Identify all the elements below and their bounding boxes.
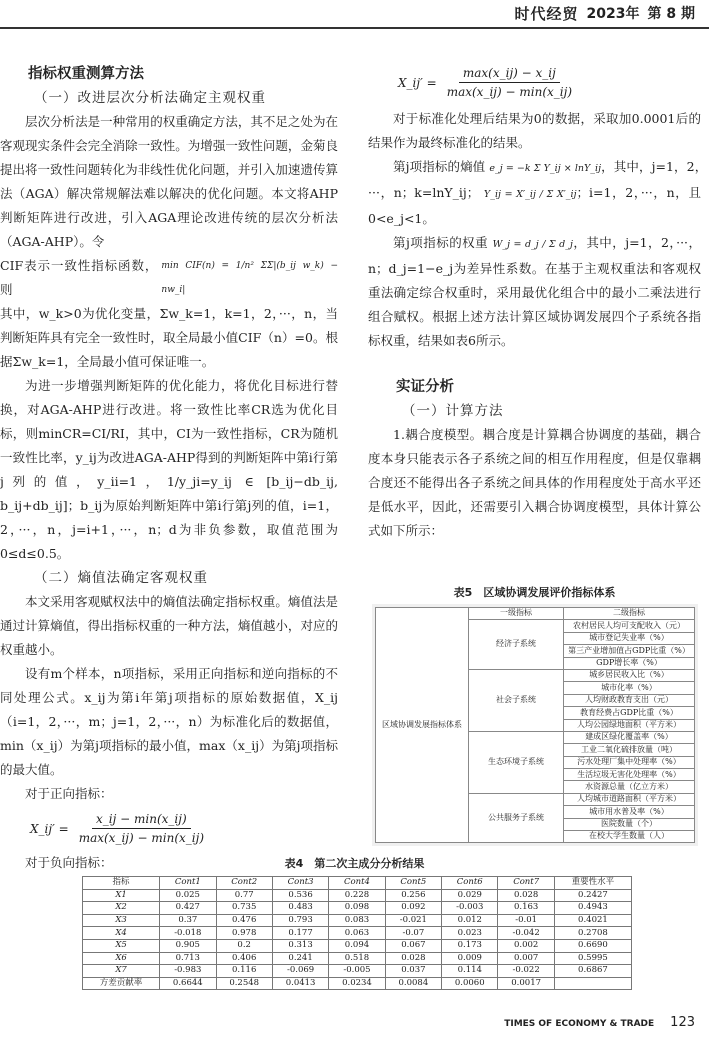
table4-cell: 0.735 xyxy=(216,902,272,915)
table4-cell: -0.069 xyxy=(272,965,328,978)
table4-cell: 0.083 xyxy=(329,914,385,927)
table4-cell: 0.536 xyxy=(272,889,328,902)
table5-header-level1: 一级指标 xyxy=(469,608,564,620)
table4-cell: -0.021 xyxy=(385,914,441,927)
table4-cell: 0.173 xyxy=(442,939,498,952)
cif-line xyxy=(0,254,338,302)
spacer xyxy=(368,353,701,375)
subsection-method: （一）计算方法 xyxy=(402,403,504,419)
paragraph-entropy-intro: 本文采用客观赋权法中的熵值法确定指标权重。熵值法是通过计算熵值，得出指标权重的一种方法，熵值越小，对应的权重越小。 xyxy=(0,594,338,657)
table5-group-cell: 社会子系统 xyxy=(469,669,564,731)
table4-cell: 0.483 xyxy=(272,902,328,915)
table4-header-cell: Cont5 xyxy=(385,877,441,890)
table4-cell: 0.114 xyxy=(442,965,498,978)
formula-negative-denominator: max(x_ij) − min(x_ij) xyxy=(446,85,573,99)
table4-cell: -0.042 xyxy=(498,927,554,940)
table4-header-cell: 指标 xyxy=(83,877,160,890)
table5-item-cell: 农村居民人均可支配收入（元） xyxy=(564,620,695,632)
entropy-formula-y: Y_ij = X′_ij / Σ X′_ij xyxy=(483,189,577,200)
table5-item-cell: 城市化率（%） xyxy=(564,682,695,694)
table4-cell: 0.163 xyxy=(498,902,554,915)
table4-cell: 0.0017 xyxy=(498,977,554,990)
table4-cell: 0.77 xyxy=(216,889,272,902)
table4-row xyxy=(83,914,632,927)
table5-item-cell: 建成区绿化覆盖率（%） xyxy=(564,731,695,743)
table4-row xyxy=(83,965,632,978)
table4-cell: -0.005 xyxy=(329,965,385,978)
table4-cell: -0.983 xyxy=(160,965,216,978)
table4-row xyxy=(83,927,632,940)
right-column xyxy=(368,62,701,543)
table5-caption: 表5 区域协调发展评价指标体系 xyxy=(453,586,616,599)
table4-caption: 表4 第二次主成分分析结果 xyxy=(284,857,425,870)
table4-cell: 0.023 xyxy=(442,927,498,940)
table4-cell: X2 xyxy=(83,902,160,915)
paragraph-cif-conditions: 其中，w_k>0为优化变量，Σw_k=1，k=1，2，···，n，当判断矩阵具有完全一致性时，取全局最小值CIF（n）=0。根据Σw_k=1，全局最小值可保证唯一。 xyxy=(0,306,338,369)
table4-cell: 0.092 xyxy=(385,902,441,915)
formula-positive-numerator: x_ij − min(x_ij) xyxy=(92,810,191,829)
table5-item-cell: 人均公园绿地面积（平方米） xyxy=(564,719,695,731)
table4-cell: -0.01 xyxy=(498,914,554,927)
entropy-text-a: 第j项指标的熵值 xyxy=(393,159,486,174)
table5-root-cell: 区域协调发展指标体系 xyxy=(376,608,469,843)
table4-cell: 0.012 xyxy=(442,914,498,927)
table4-cell: 0.37 xyxy=(160,914,216,927)
table4-header-cell: Cont3 xyxy=(272,877,328,890)
table4-frame xyxy=(82,876,632,990)
entropy-text-b: ，其中，j=1，2，···，n；k=lnY_ij； xyxy=(368,159,701,200)
journal-name: TIMES OF ECONOMY & TRADE xyxy=(504,1019,655,1029)
table4-cell: 0.256 xyxy=(385,889,441,902)
table5-group-cell: 生态环境子系统 xyxy=(469,731,564,793)
table4-cell: 0.228 xyxy=(329,889,385,902)
table5 xyxy=(375,607,695,843)
header-rule xyxy=(0,27,709,29)
formula-positive-fraction xyxy=(75,810,208,847)
table4-cell: -0.003 xyxy=(442,902,498,915)
label-positive-indicator: 对于正向指标： xyxy=(25,786,113,801)
table4-cell: X6 xyxy=(83,952,160,965)
table4-cell: 0.002 xyxy=(498,939,554,952)
table4-cell: X1 xyxy=(83,889,160,902)
table4-cell: X7 xyxy=(83,965,160,978)
page-footer xyxy=(504,1015,695,1030)
cif-text: CIF表示一致性指标函数，则 xyxy=(0,258,158,297)
entropy-text-c: ；i=1，2，···，n，且0<e_j<1。 xyxy=(368,185,701,226)
table4-cell: 0.5995 xyxy=(554,952,631,965)
table4-cell: X5 xyxy=(83,939,160,952)
table4-cell: 0.978 xyxy=(216,927,272,940)
paragraph-coupling: 1.耦合度模型。耦合度是计算耦合协调度的基础，耦合度本身只能表示各子系统之间的相互作用程度，但是仅靠耦合度还不能得出各子系统之间具体的作用程度处于高水平还是低水平，因此，还需要引入耦合协调度模型，具体计算公式如下所示： xyxy=(368,427,701,538)
table5-frame xyxy=(372,604,698,846)
paragraph-standardization: 设有m个样本，n项指标，采用正向指标和逆向指标的不同处理公式。x_ij为第i年第j项指标的原始数据值，X_ij（i=1，2，···，m；j=1，2，···，n）为标准化后的数据值，min（x_ij）为第j项指标的最小值，max（x_ij）为第j项指标的最大值。 xyxy=(0,666,338,777)
table4-cell: -0.018 xyxy=(160,927,216,940)
table4-cell: -0.07 xyxy=(385,927,441,940)
table4-cell: 0.6867 xyxy=(554,965,631,978)
table4-cell: 0.0084 xyxy=(385,977,441,990)
magazine-name: 时代经贸 xyxy=(514,4,579,23)
table4-cell: 0.116 xyxy=(216,965,272,978)
table5-item-cell: 水资源总量（亿立方米） xyxy=(564,781,695,793)
table5-item-cell: 教育经费占GDP比重（%） xyxy=(564,707,695,719)
weight-formula: W_j = d_j / Σ d_j xyxy=(492,239,573,250)
table5-item-cell: 污水处理厂集中处理率（%） xyxy=(564,756,695,768)
paragraph-ahp-intro: 层次分析法是一种常用的权重确定方法，其不足之处为在客观现实条件会完全消除一致性。为增强一致性问题，金菊良提出将一致性问题转化为非线性优化问题，并引入加速遗传算法（AGA）解决常规解法难以解决的优化问题。本文将AHP判断矩阵进行改进，引入AGA理论改进传统的层次分析法（AGA-AHP）。令 xyxy=(0,114,338,249)
table4-cell: 0.2548 xyxy=(216,977,272,990)
table4-header-cell: Cont1 xyxy=(160,877,216,890)
table4-cell: 0.037 xyxy=(385,965,441,978)
cif-formula: min CIF(n) = 1/n² ΣΣ|(b_ij w_k) − nw_i| xyxy=(161,261,338,295)
table5-item-cell: 城市登记失业率（%） xyxy=(564,632,695,644)
table4-cell: 0.713 xyxy=(160,952,216,965)
table4-cell: 0.4943 xyxy=(554,902,631,915)
table5-item-cell: 在校大学生数量（人） xyxy=(564,831,695,843)
paragraph-zero-adjust: 对于标准化处理后结果为0的数据，采取加0.0001后的结果作为最终标准化的结果。 xyxy=(368,111,701,150)
table4-header-cell: Cont4 xyxy=(329,877,385,890)
table4-cell: -0.022 xyxy=(498,965,554,978)
section-title-weights: 指标权重测算方法 xyxy=(28,66,144,82)
table4-cell: 0.028 xyxy=(498,889,554,902)
table4-row xyxy=(83,977,632,990)
table4-cell: 0.6644 xyxy=(160,977,216,990)
table5-item-cell: 人均城市道路面积（平方米） xyxy=(564,793,695,805)
table4-cell: 0.0060 xyxy=(442,977,498,990)
table4-cell: 0.007 xyxy=(498,952,554,965)
table4-cell: 0.2 xyxy=(216,939,272,952)
label-negative-indicator: 对于负向指标： xyxy=(25,855,113,870)
table4-cell: 0.905 xyxy=(160,939,216,952)
page-header xyxy=(515,0,695,26)
table4-cell: 0.2708 xyxy=(554,927,631,940)
table4-cell: 方差贡献率 xyxy=(83,977,160,990)
table5-item-cell: 生活垃圾无害化处理率（%） xyxy=(564,769,695,781)
table4-cell: 0.476 xyxy=(216,914,272,927)
table5-group-cell: 公共服务子系统 xyxy=(469,793,564,843)
table4-header-cell: Cont2 xyxy=(216,877,272,890)
table4-cell: 0.063 xyxy=(329,927,385,940)
table4-header-cell: 重要性水平 xyxy=(554,877,631,890)
weight-text-b: ，其中，j=1，2，···，n；d_j=1−e_j为差异性系数。在基于主观权重法和客观权重法确定综合权重时，采用最优化组合中的最小二乘法进行组合赋权。根据上述方法计算区域协调发展四个子系统各指标权重，结果如表6所示。 xyxy=(368,235,701,348)
table4-cell: 0.094 xyxy=(329,939,385,952)
table4-row xyxy=(83,952,632,965)
formula-negative-numerator: max(x_ij) − x_ij xyxy=(459,64,560,83)
table5-header-row xyxy=(376,608,695,620)
formula-positive-denominator: max(x_ij) − min(x_ij) xyxy=(78,831,205,845)
subsection-entropy: （二）熵值法确定客观权重 xyxy=(34,570,208,586)
table5-item-cell: 医院数量（个） xyxy=(564,818,695,830)
formula-negative-lhs: X_ij′ = xyxy=(398,75,437,90)
table5-group-cell: 经济子系统 xyxy=(469,620,564,670)
table4-cell: 0.0413 xyxy=(272,977,328,990)
table4-cell: 0.518 xyxy=(329,952,385,965)
table4-cell: 0.098 xyxy=(329,902,385,915)
table4-header-cell: Cont7 xyxy=(498,877,554,890)
table4-cell: 0.313 xyxy=(272,939,328,952)
table4-cell: 0.177 xyxy=(272,927,328,940)
table4-cell: 0.0234 xyxy=(329,977,385,990)
issue-label: 第 8 期 xyxy=(647,6,695,22)
table4-row xyxy=(83,889,632,902)
table4-header-cell: Cont6 xyxy=(442,877,498,890)
weight-text-a: 第j项指标的权重 xyxy=(393,235,489,250)
table5-item-cell: 工业二氧化硫排放量（吨） xyxy=(564,744,695,756)
formula-negative xyxy=(368,64,701,101)
formula-negative-fraction xyxy=(443,64,576,101)
table4-cell: 0.793 xyxy=(272,914,328,927)
table4-cell xyxy=(554,977,631,990)
left-column xyxy=(0,62,338,875)
table5-item-cell: GDP增长率（%） xyxy=(564,657,695,669)
entropy-formula: e_j = −k Σ Y_ij × lnY_ij xyxy=(489,163,602,174)
table4-row xyxy=(83,939,632,952)
table4-cell: 0.025 xyxy=(160,889,216,902)
table4-header-row xyxy=(83,877,632,890)
paragraph-cr-optimization: 为进一步增强判断矩阵的优化能力，将优化目标进行替换，对AGA-AHP进行改进。将一致性比率CR选为优化目标，则minCR=CI/RI，其中，CI为一致性指标，CR为随机一致性比率，y_ij为改进AGA-AHP得到的判断矩阵中第i行第j列的值，y_ii=1，1/y_ji=y_ij ∈ [b_ij−db_ij, b_ij+db_ij]；b_ij为原始判断矩阵中第i行第j列的值，i=1，2，···，n，j=i+1，···，n；d为非负参数，取值范围为0≤d≤0.5。 xyxy=(0,378,338,561)
table4-cell: 0.241 xyxy=(272,952,328,965)
table4-cell: 0.6690 xyxy=(554,939,631,952)
paragraph-entropy-value xyxy=(368,155,701,231)
table4-cell: 0.029 xyxy=(442,889,498,902)
table4-row xyxy=(83,902,632,915)
table4-cell: 0.427 xyxy=(160,902,216,915)
formula-positive-lhs: X_ij′ = xyxy=(30,821,69,836)
table4-cell: 0.2427 xyxy=(554,889,631,902)
table5-item-cell: 城乡居民收入比（%） xyxy=(564,669,695,681)
formula-positive xyxy=(0,810,338,847)
table4-cell: X3 xyxy=(83,914,160,927)
paragraph-weight xyxy=(368,231,701,353)
year-label: 2023年 xyxy=(586,6,640,22)
table5-item-cell: 城市用水普及率（%） xyxy=(564,806,695,818)
table4-cell: X4 xyxy=(83,927,160,940)
table4-cell: 0.028 xyxy=(385,952,441,965)
section-title-empirical: 实证分析 xyxy=(396,379,454,395)
table4-cell: 0.067 xyxy=(385,939,441,952)
subsection-ahp: （一）改进层次分析法确定主观权重 xyxy=(34,90,266,106)
table4-cell: 0.009 xyxy=(442,952,498,965)
table4-cell: 0.4021 xyxy=(554,914,631,927)
table5-item-cell: 人均财政教育支出（元） xyxy=(564,694,695,706)
table4 xyxy=(82,876,632,990)
table4-cell: 0.406 xyxy=(216,952,272,965)
table5-header-level2: 二级指标 xyxy=(564,608,695,620)
page-number: 123 xyxy=(670,1015,695,1030)
table5-item-cell: 第三产业增加值占GDP比重（%） xyxy=(564,645,695,657)
